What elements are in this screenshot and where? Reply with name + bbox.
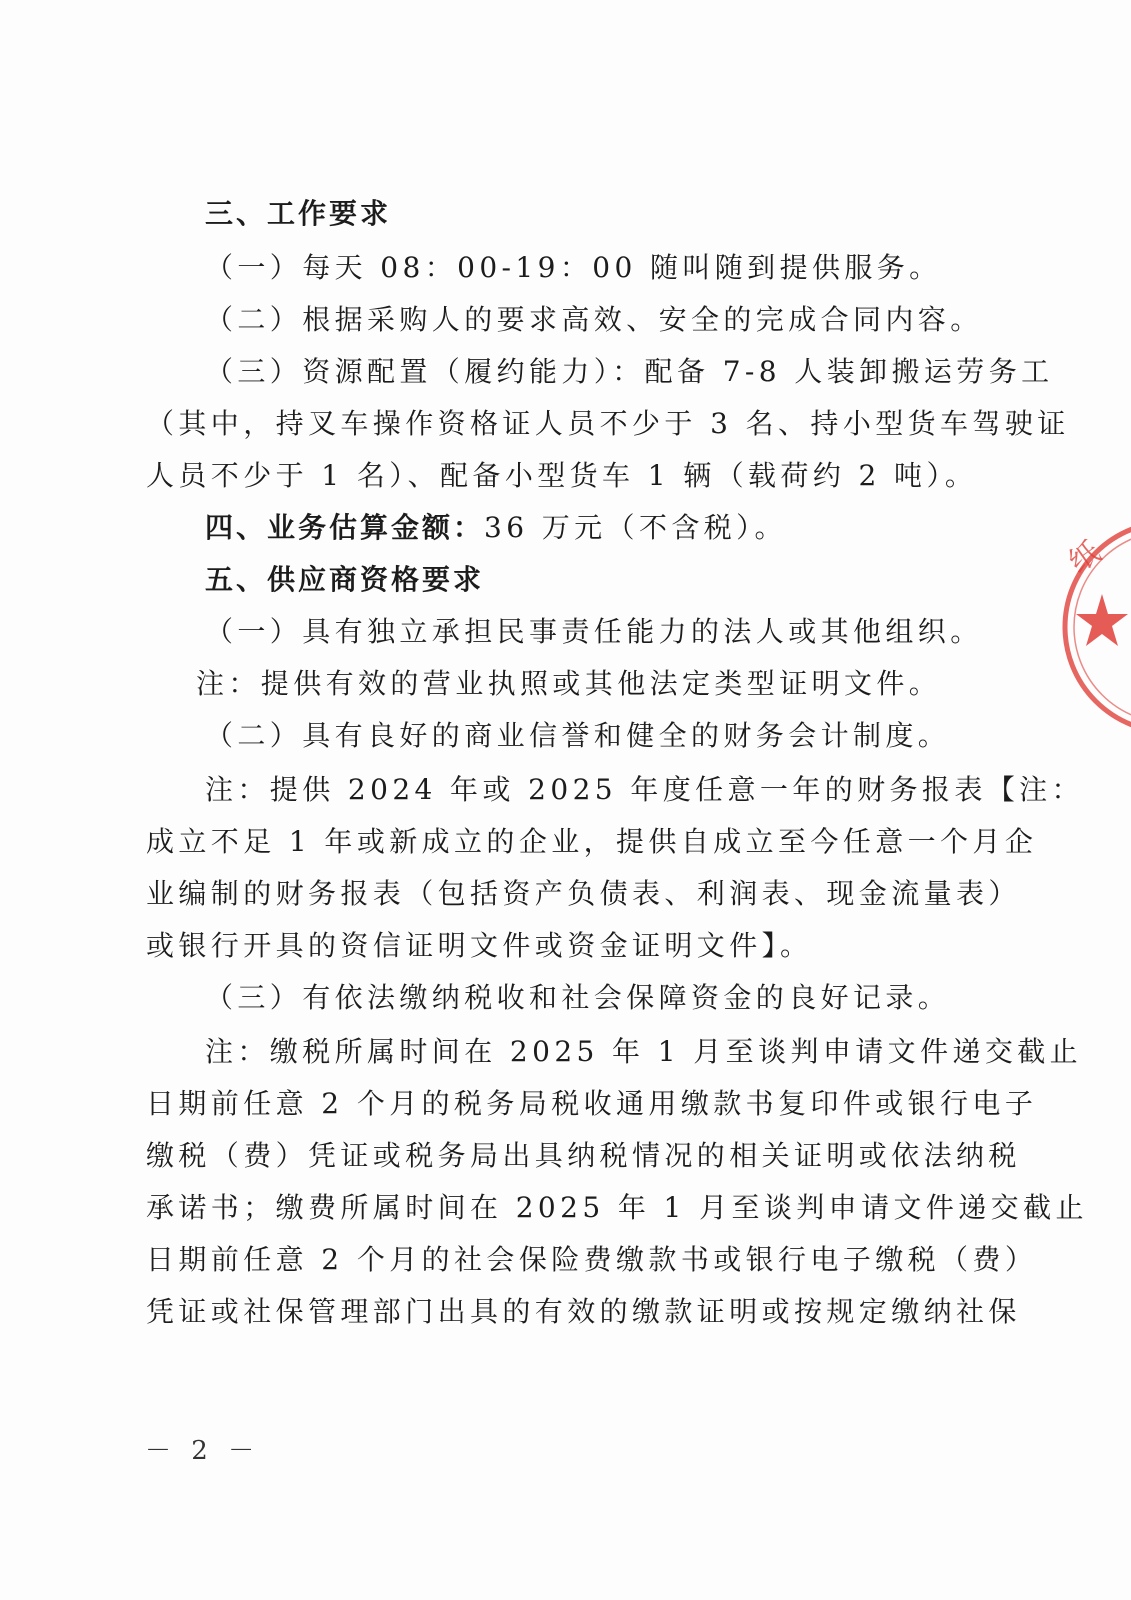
estimated-amount-value: 36 万元（不含税）。 — [484, 511, 787, 544]
paragraph-line: （二）根据采购人的要求高效、安全的完成合同内容。 — [205, 303, 983, 336]
section-heading-supplier-qualification: 五、供应商资格要求 — [205, 563, 485, 596]
paragraph-line: （一）具有独立承担民事责任能力的法人或其他组织。 — [205, 615, 983, 648]
estimated-amount-label: 四、业务估算金额： — [205, 511, 485, 544]
seal-star-icon — [1076, 594, 1128, 646]
note-line: 注：提供有效的营业执照或其他法定类型证明文件。 — [196, 667, 942, 700]
paragraph-line: （二）具有良好的商业信誉和健全的财务会计制度。 — [205, 719, 951, 752]
paragraph-line: （一）每天 08：00-19：00 随叫随到提供服务。 — [205, 251, 942, 284]
note-line: 注：提供 2024 年或 2025 年度任意一年的财务报表【注： — [205, 773, 1084, 806]
paragraph-line: （其中，持叉车操作资格证人员不少于 3 名、持小型货车驾驶证 — [146, 407, 1070, 440]
paragraph-line: （三）有依法缴纳税收和社会保障资金的良好记录。 — [205, 981, 951, 1014]
seal-text: 纸 — [1062, 534, 1108, 581]
note-line: 注：缴税所属时间在 2025 年 1 月至谈判申请文件递交截止 — [205, 1035, 1083, 1068]
paragraph-line: 业编制的财务报表（包括资产负债表、利润表、现金流量表） — [146, 877, 1021, 910]
paragraph-line: 或银行开具的资信证明文件或资金证明文件】。 — [146, 929, 813, 962]
paragraph-line: 承诺书；缴费所属时间在 2025 年 1 月至谈判申请文件递交截止 — [146, 1191, 1088, 1224]
section-heading-work-requirements: 三、工作要求 — [205, 197, 392, 230]
red-seal-stamp — [1050, 512, 1131, 742]
paragraph-line: 人员不少于 1 名）、配备小型货车 1 辆（载荷约 2 吨）。 — [146, 459, 978, 492]
paragraph-line: 日期前任意 2 个月的社会保险费缴款书或银行电子缴税（费） — [146, 1243, 1038, 1276]
paragraph-line: （三）资源配置（履约能力）：配备 7-8 人装卸搬运劳务工 — [205, 355, 1054, 388]
section-heading-estimated-amount — [205, 510, 787, 546]
paragraph-line: 日期前任意 2 个月的税务局税收通用缴款书复印件或银行电子 — [146, 1087, 1038, 1120]
paragraph-line: 缴税（费）凭证或税务局出具纳税情况的相关证明或依法纳税 — [146, 1139, 1021, 1172]
paragraph-line: 凭证或社保管理部门出具的有效的缴款证明或按规定缴纳社保 — [146, 1295, 1021, 1328]
paragraph-line: 成立不足 1 年或新成立的企业，提供自成立至今任意一个月企 — [146, 825, 1038, 858]
page-number: － 2 － — [145, 1436, 261, 1466]
